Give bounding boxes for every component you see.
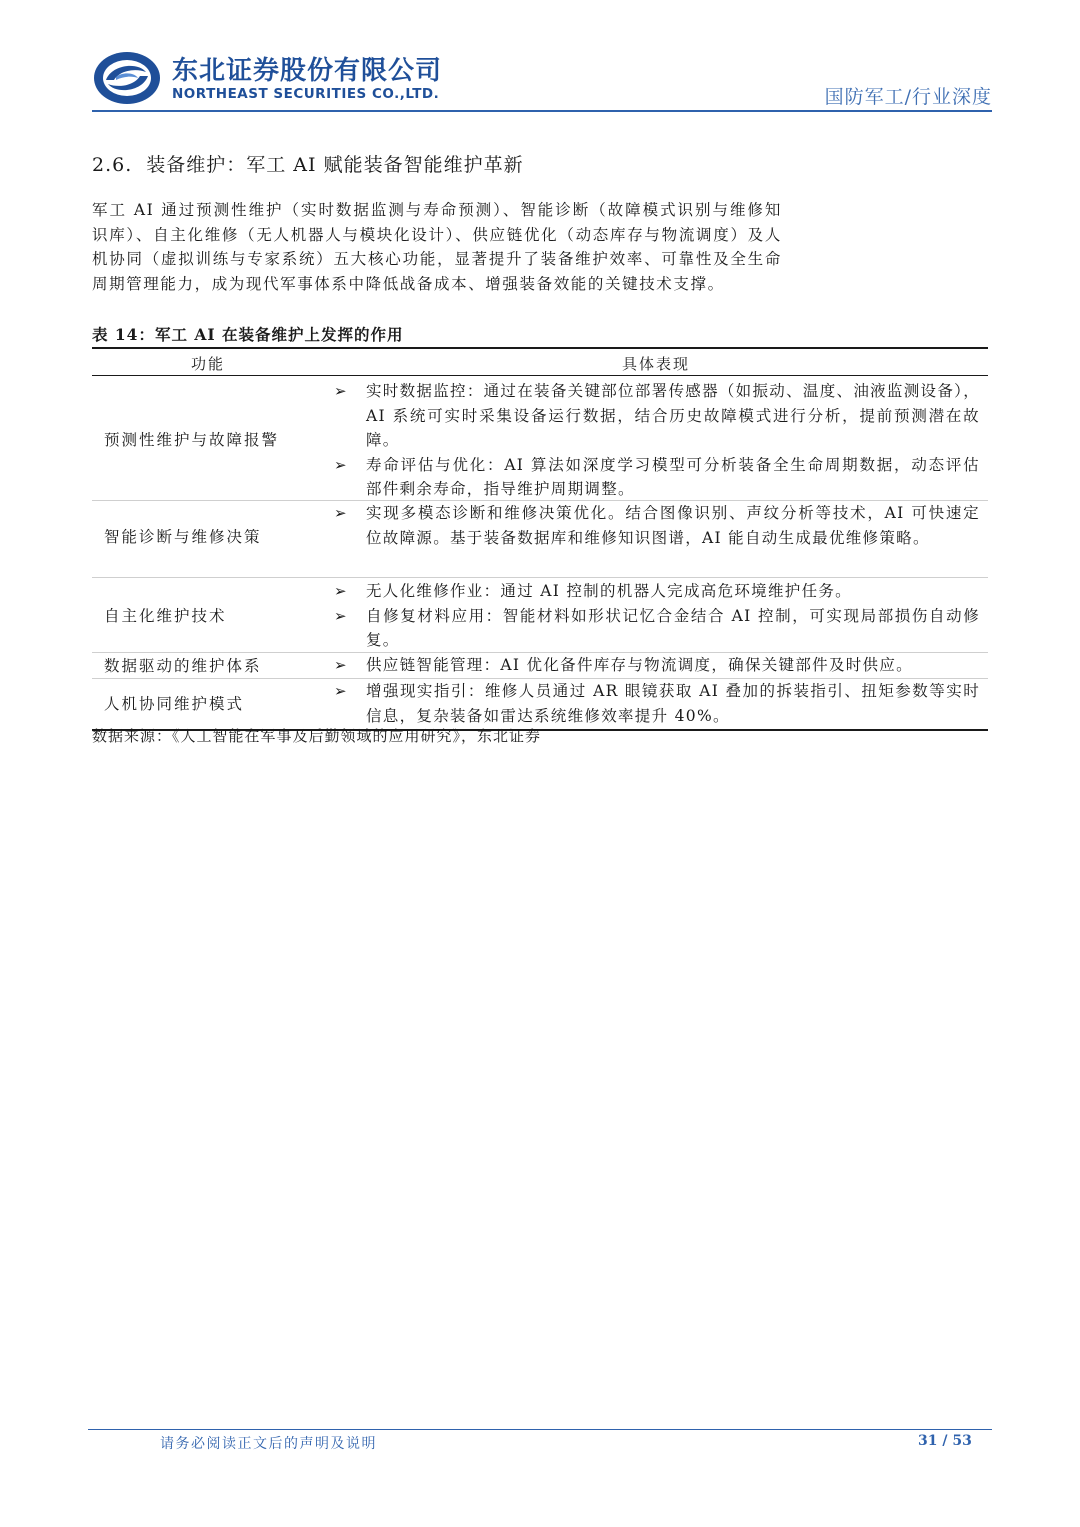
- company-name-en: NORTHEAST SECURITIES CO.,LTD.: [172, 86, 440, 102]
- item-text: 寿命评估与优化：AI 算法如深度学习模型可分析装备全生命周期数据，动态评估部件剩余寿命，指导维护周期调整。: [366, 455, 980, 498]
- header-details: 具体表现: [621, 355, 690, 373]
- section-title: [92, 150, 524, 177]
- row-items: [332, 578, 988, 653]
- item-text: 供应链智能管理：AI 优化备件库存与物流调度，确保关键部件及时供应。: [366, 656, 913, 674]
- bullet-arrow-icon: ➢: [334, 682, 348, 700]
- footer-disclaimer: 请务必阅读正文后的声明及说明: [160, 1436, 377, 1452]
- table-row: [92, 679, 988, 731]
- list-item: [332, 379, 980, 453]
- table-row: [92, 653, 988, 679]
- row-function: 智能诊断与维修决策: [104, 528, 262, 546]
- table-row: [92, 578, 988, 653]
- header-function: 功能: [190, 355, 225, 373]
- list-item: [332, 453, 980, 502]
- row-function: 人机协同维护模式: [104, 695, 245, 713]
- item-text: 增强现实指引：维修人员通过 AR 眼镜获取 AI 叠加的拆装指引、扭矩参数等实时信息，复杂装备如雷达系统维修效率提升 40%。: [366, 682, 980, 725]
- list-item: [332, 604, 980, 653]
- row-items: [332, 653, 988, 678]
- row-items: [332, 501, 988, 550]
- list-item: [332, 653, 980, 678]
- company-name-cn: 东北证券股份有限公司: [172, 56, 443, 86]
- item-text: 无人化维修作业：通过 AI 控制的机器人完成高危环境维护任务。: [366, 582, 852, 600]
- list-item: [332, 579, 980, 604]
- row-items: [332, 679, 988, 728]
- function-table: [92, 347, 988, 731]
- bullet-arrow-icon: ➢: [334, 606, 348, 625]
- row-function: 预测性维护与故障报警: [104, 431, 280, 449]
- bullet-arrow-icon: ➢: [334, 504, 348, 522]
- item-text: 实时数据监控：通过在装备关键部位部署传感器（如振动、温度、油液监测设备），AI 系统可实时采集设备运行数据，结合历史故障模式进行分析，提前预测潜在故障。: [366, 382, 980, 449]
- item-text: 自修复材料应用：智能材料如形状记忆合金结合 AI 控制，可实现局部损伤自动修复。: [366, 606, 980, 649]
- section-number: 2.6.: [92, 154, 133, 176]
- table-header: [92, 349, 988, 375]
- report-category: 国防军工/行业深度: [824, 86, 992, 108]
- footer-divider: [88, 1429, 992, 1430]
- page-number: 31 / 53: [918, 1433, 972, 1449]
- header-divider: [92, 110, 992, 112]
- company-logo-icon: [92, 50, 162, 106]
- list-item: [332, 501, 980, 550]
- page-header: [92, 46, 992, 112]
- list-item: [332, 679, 980, 728]
- row-items: [332, 376, 988, 502]
- bullet-arrow-icon: ➢: [334, 382, 348, 400]
- table-row: [92, 376, 988, 501]
- intro-paragraph: 军工 AI 通过预测性维护（实时数据监测与寿命预测）、智能诊断（故障模式识别与维修知识库）、自主化维修（无人机器人与模块化设计）、供应链优化（动态库存与物流调度）及人机协同（虚拟训练与专家系统）五大核心功能，显著提升了装备维护效率、可靠性及全生命周期管理能力，成为现代军事体系中降低战备成本、增强装备效能的关键技术支撑。: [92, 201, 782, 294]
- table-row: [92, 501, 988, 578]
- data-source-note: 数据来源：《人工智能在军事及后勤领域的应用研究》，东北证券: [92, 727, 542, 745]
- row-function: 自主化维护技术: [104, 607, 227, 625]
- table-caption: 表 14：军工 AI 在装备维护上发挥的作用: [92, 325, 404, 344]
- row-function: 数据驱动的维护体系: [104, 657, 262, 675]
- bullet-arrow-icon: ➢: [334, 582, 348, 600]
- section-heading: 装备维护：军工 AI 赋能装备智能维护革新: [146, 154, 524, 176]
- bullet-arrow-icon: ➢: [334, 455, 348, 474]
- item-text: 实现多模态诊断和维修决策优化。结合图像识别、声纹分析等技术，AI 可快速定位故障源。基于装备数据库和维修知识图谱，AI 能自动生成最优维修策略。: [366, 504, 980, 547]
- bullet-arrow-icon: ➢: [334, 656, 348, 674]
